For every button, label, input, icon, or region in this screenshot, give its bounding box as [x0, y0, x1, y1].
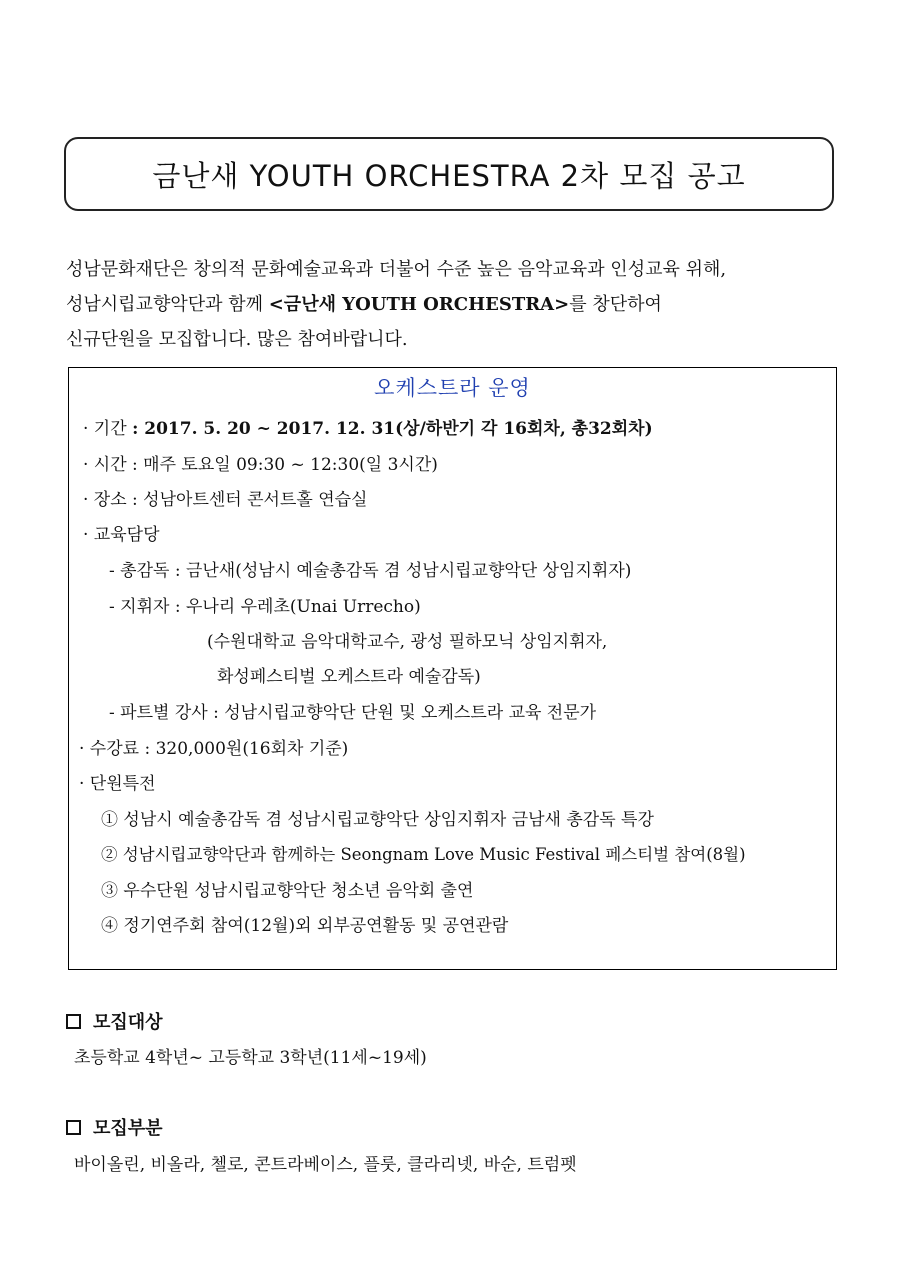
benefit-item-3: ③ 우수단원 성남시립교향악단 청소년 음악회 출연 [101, 881, 474, 901]
fee-line: · 수강료 : 320,000원(16회차 기준) [79, 739, 349, 759]
intro-line-3: 신규단원을 모집합니다. 많은 참여바랍니다. [66, 329, 408, 350]
benefits-label: · 단원특전 [79, 774, 156, 794]
checkbox-icon [66, 1120, 81, 1135]
operation-panel [68, 367, 837, 970]
target-text: 초등학교 4학년~ 고등학교 3학년(11세~19세) [74, 1048, 427, 1068]
benefit-item-4: ④ 정기연주회 참여(12월)외 외부공연활동 및 공연관람 [101, 916, 509, 936]
target-heading: 모집대상 [93, 1012, 163, 1033]
conductor-note-2: 화성페스티벌 오케스트라 예술감독) [217, 667, 481, 687]
period-line [83, 414, 653, 439]
parts-text: 바이올린, 비올라, 첼로, 콘트라베이스, 플룻, 클라리넷, 바순, 트럼펫 [74, 1155, 577, 1175]
period-label: · 기간 [83, 419, 133, 439]
intro-paragraph [66, 252, 856, 357]
instructors-line: - 파트별 강사 : 성남시립교향악단 단원 및 오케스트라 교육 전문가 [109, 703, 597, 723]
director-line: - 총감독 : 금난새(성남시 예술총감독 겸 성남시립교향악단 상임지휘자) [109, 561, 632, 581]
place-line: · 장소 : 성남아트센터 콘서트홀 연습실 [83, 490, 368, 510]
page-title: 금난새 YOUTH ORCHESTRA 2차 모집 공고 [152, 158, 746, 193]
time-line: · 시간 : 매주 토요일 09:30 ~ 12:30(일 3시간) [83, 455, 438, 475]
intro-line-2-post: 를 창단하여 [569, 294, 662, 315]
benefit-item-2: ② 성남시립교향악단과 함께하는 Seongnam Love Music Festival 페스티벌 참여(8월) [101, 845, 746, 864]
title-box [64, 137, 834, 211]
target-heading-row [66, 1008, 163, 1034]
conductor-note-1: (수원대학교 음악대학교수, 광성 필하모닉 상임지휘자, [207, 632, 608, 652]
conductor-line: - 지휘자 : 우나리 우레초(Unai Urrecho) [109, 597, 421, 617]
intro-line-2-pre: 성남시립교향악단과 함께 [66, 294, 269, 315]
operation-heading: 오케스트라 운영 [374, 376, 531, 400]
parts-heading: 모집부분 [93, 1118, 163, 1139]
orchestra-name: <금난새 YOUTH ORCHESTRA> [268, 294, 570, 315]
checkbox-icon [66, 1014, 81, 1029]
intro-line-2 [66, 287, 856, 322]
staff-label: · 교육담당 [83, 525, 160, 545]
benefit-item-1: ① 성남시 예술총감독 겸 성남시립교향악단 상임지휘자 금남새 총감독 특강 [101, 810, 654, 830]
intro-line-1: 성남문화재단은 창의적 문화예술교육과 더불어 수준 높은 음악교육과 인성교육 위해, [66, 259, 727, 280]
parts-heading-row [66, 1114, 163, 1140]
period-value: : 2017. 5. 20 ~ 2017. 12. 31(상/하반기 각 16회차, 총32회차) [132, 419, 653, 439]
